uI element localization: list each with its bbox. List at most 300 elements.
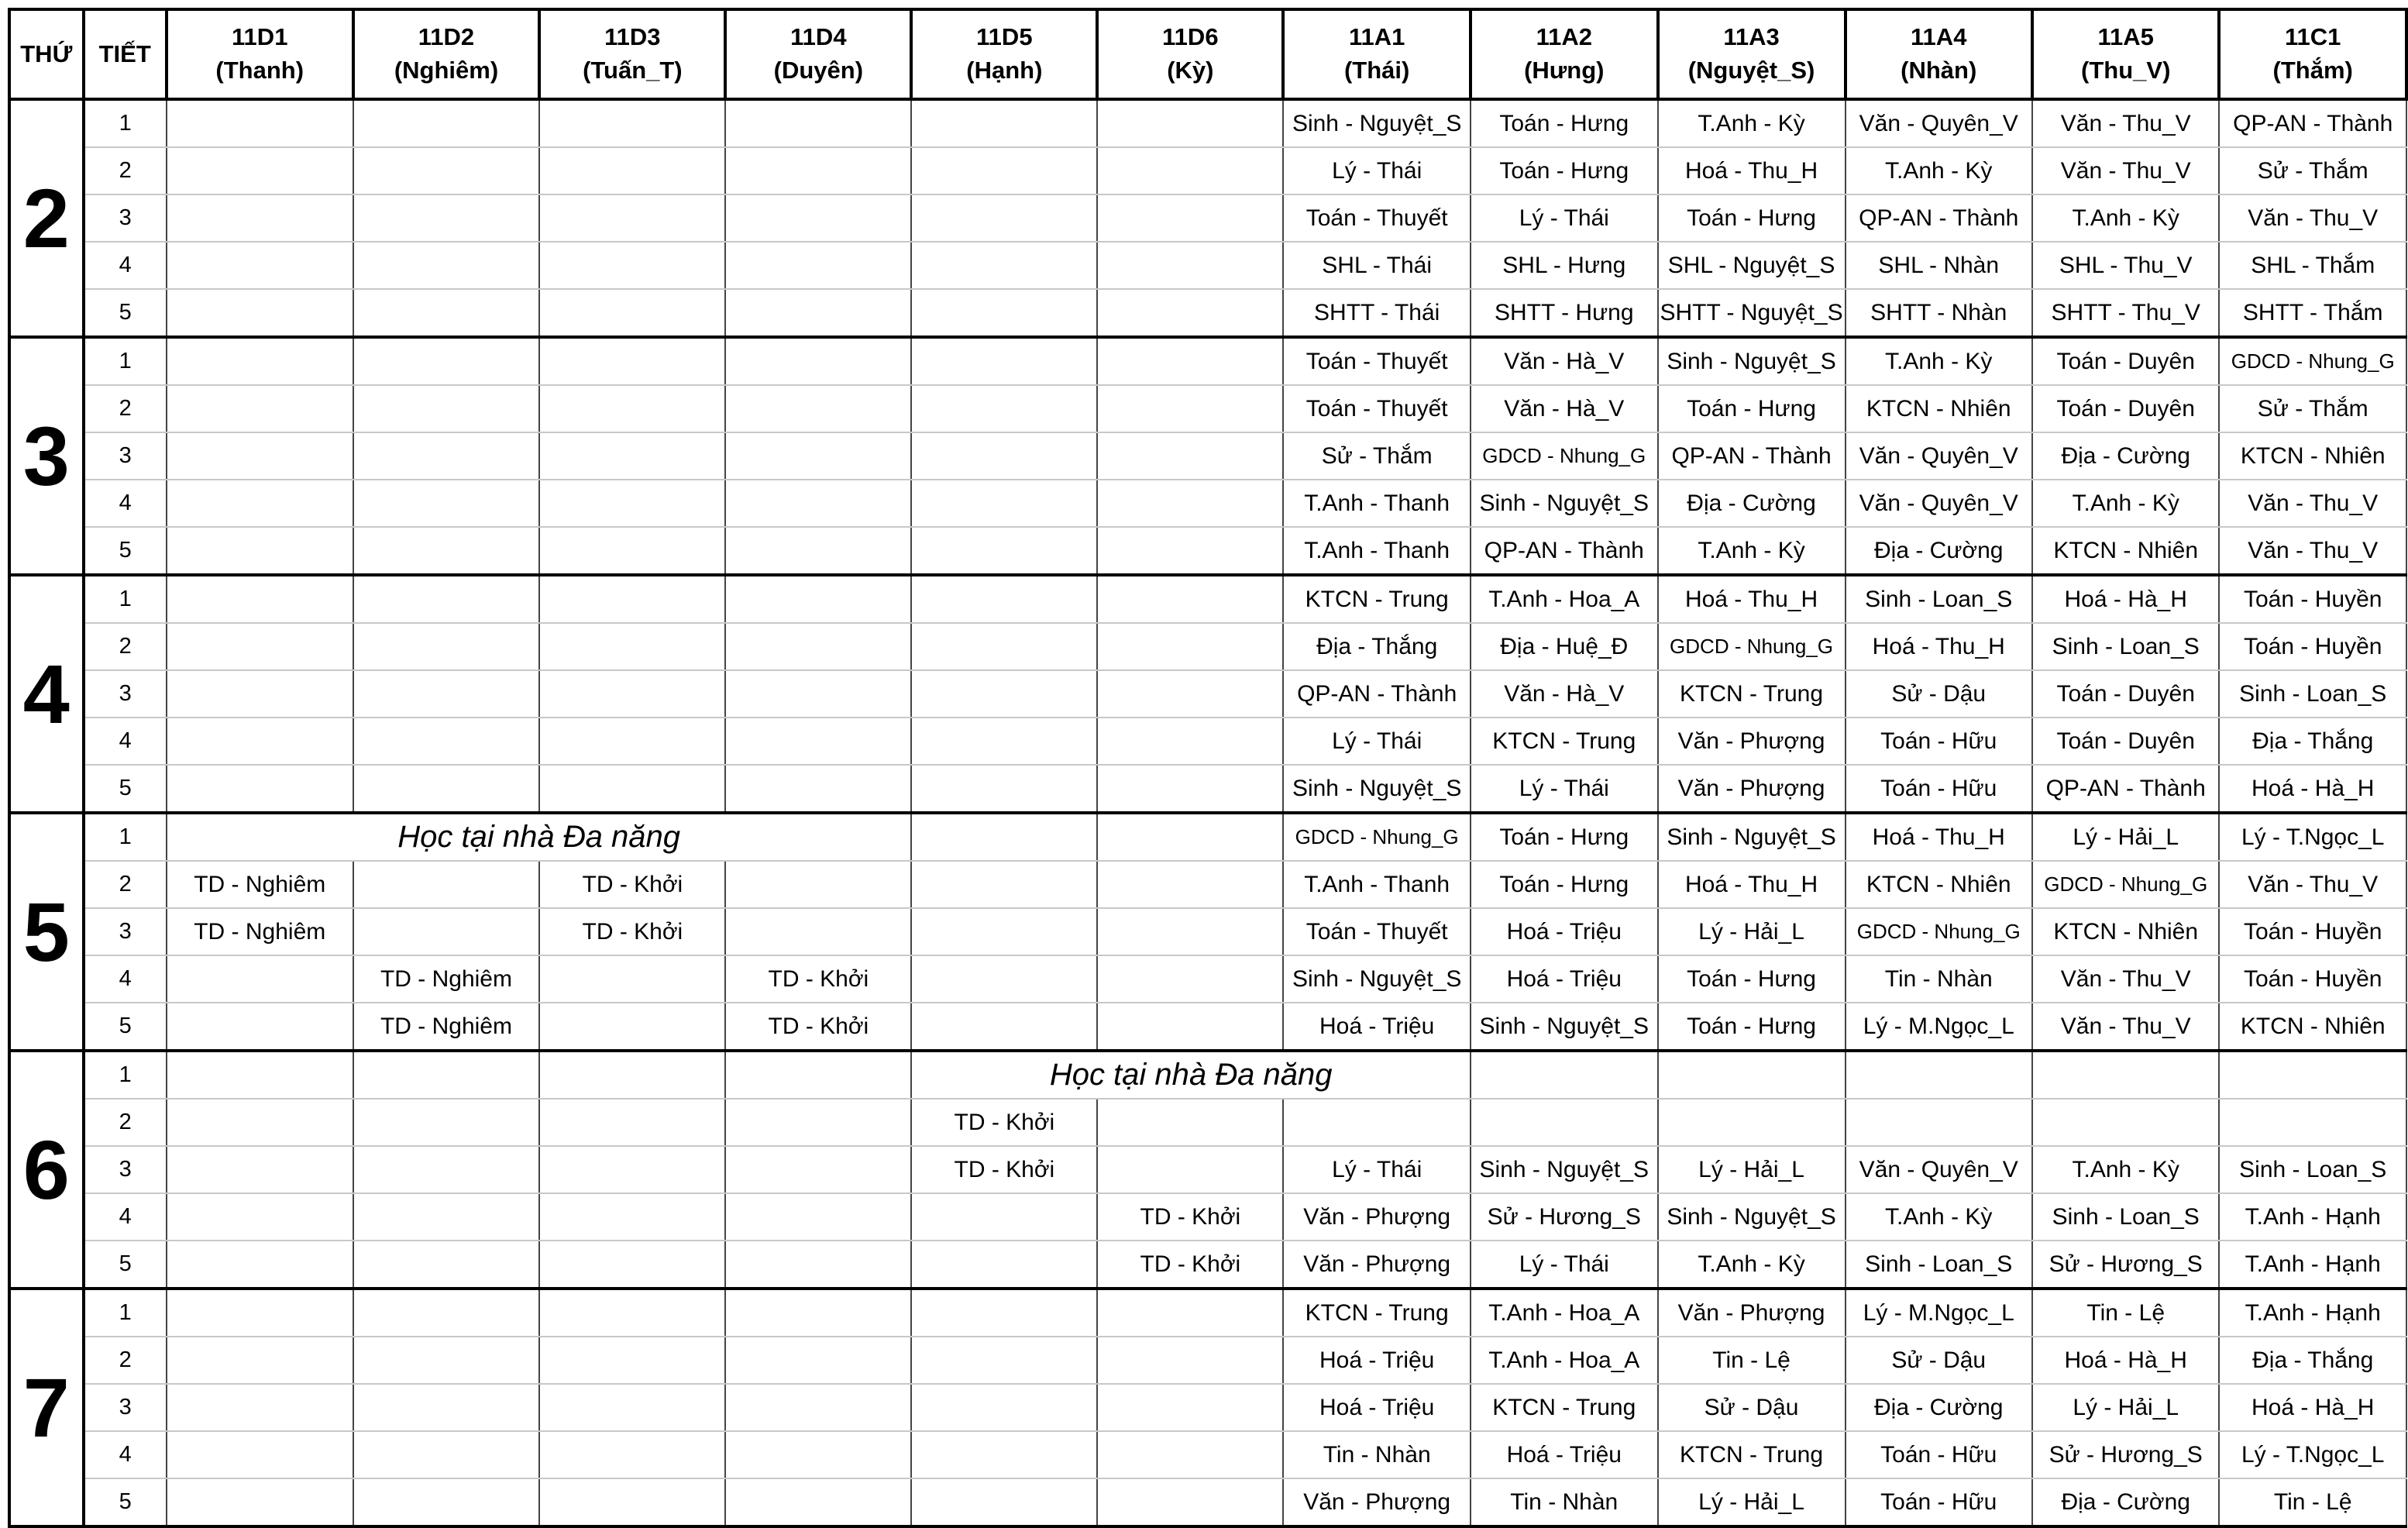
class-header-11c1 [2219, 9, 2406, 99]
lesson-cell [911, 861, 1097, 908]
lesson-cell [725, 861, 911, 908]
lesson-cell: Toán - Hữu [1846, 1431, 2032, 1478]
period-number: 2 [84, 861, 167, 908]
lesson-cell: SHTT - Thu_V [2032, 289, 2219, 337]
day-number: 3 [9, 337, 84, 575]
day-number: 2 [9, 99, 84, 337]
lesson-cell: KTCN - Nhiên [2219, 432, 2406, 480]
lesson-cell: Sinh - Nguyệt_S [1283, 99, 1471, 147]
lesson-cell [1846, 1051, 2032, 1099]
lesson-cell: Văn - Phượng [1658, 765, 1846, 813]
lesson-cell: GDCD - Nhung_G [1846, 908, 2032, 955]
lesson-cell: QP-AN - Thành [1471, 527, 1658, 575]
lesson-cell: Địa - Thắng [1283, 623, 1471, 670]
lesson-cell: Sử - Hương_S [2032, 1431, 2219, 1478]
lesson-cell [2219, 1099, 2406, 1146]
class-code: 11D5 [976, 23, 1033, 51]
lesson-cell: Sinh - Nguyệt_S [1283, 765, 1471, 813]
lesson-cell [725, 718, 911, 765]
lesson-cell: GDCD - Nhung_G [2219, 337, 2406, 385]
lesson-cell: T.Anh - Kỳ [1658, 1241, 1846, 1289]
lesson-cell: Hoá - Thu_H [1658, 575, 1846, 623]
lesson-cell: SHL - Hưng [1471, 242, 1658, 289]
lesson-cell [725, 99, 911, 147]
lesson-cell: Văn - Phượng [1283, 1193, 1471, 1241]
lesson-cell [353, 289, 540, 337]
lesson-cell [2032, 1051, 2219, 1099]
class-code: 11D1 [232, 23, 288, 51]
lesson-cell: T.Anh - Hạnh [2219, 1289, 2406, 1337]
lesson-cell: Toán - Duyên [2032, 670, 2219, 718]
lesson-cell: Hoá - Triệu [1283, 1384, 1471, 1431]
lesson-cell [911, 1337, 1097, 1384]
lesson-cell: Toán - Thuyết [1283, 194, 1471, 242]
lesson-cell: T.Anh - Thanh [1283, 480, 1471, 527]
lesson-cell: Tin - Lệ [1658, 1337, 1846, 1384]
lesson-cell: GDCD - Nhung_G [1283, 813, 1471, 861]
lesson-cell: Sinh - Nguyệt_S [1471, 1003, 1658, 1051]
lesson-cell: Lý - Hải_L [1658, 1478, 1846, 1526]
lesson-cell: T.Anh - Kỳ [1846, 147, 2032, 194]
lesson-cell: Văn - Thu_V [2219, 527, 2406, 575]
lesson-cell: Sinh - Loan_S [1846, 1241, 2032, 1289]
period-number: 4 [84, 1193, 167, 1241]
lesson-cell [539, 1431, 725, 1478]
lesson-cell [1097, 1384, 1283, 1431]
lesson-cell: Sinh - Nguyệt_S [1471, 1146, 1658, 1193]
lesson-cell: Tin - Lệ [2032, 1289, 2219, 1337]
lesson-cell: TD - Khởi [1097, 1193, 1283, 1241]
lesson-cell: QP-AN - Thành [2032, 765, 2219, 813]
lesson-cell: Địa - Cường [1846, 527, 2032, 575]
lesson-cell [167, 670, 353, 718]
lesson-cell [167, 99, 353, 147]
lesson-cell: QP-AN - Thành [1283, 670, 1471, 718]
lesson-cell [911, 1193, 1097, 1241]
period-number: 1 [84, 1051, 167, 1099]
lesson-cell: KTCN - Trung [1658, 670, 1846, 718]
lesson-cell [167, 1193, 353, 1241]
lesson-cell [725, 1289, 911, 1337]
lesson-cell [353, 1193, 540, 1241]
lesson-cell: Lý - M.Ngọc_L [1846, 1003, 2032, 1051]
lesson-cell: Hoá - Hà_H [2219, 765, 2406, 813]
lesson-cell [353, 147, 540, 194]
period-number: 2 [84, 1337, 167, 1384]
lesson-cell [911, 575, 1097, 623]
header-row [9, 9, 2406, 99]
class-code: 11D2 [418, 23, 475, 51]
period-number: 1 [84, 813, 167, 861]
lesson-cell [725, 432, 911, 480]
lesson-cell [167, 385, 353, 432]
lesson-cell: Địa - Thắng [2219, 718, 2406, 765]
lesson-cell [725, 289, 911, 337]
lesson-cell: Văn - Quyên_V [1846, 99, 2032, 147]
lesson-cell [167, 147, 353, 194]
lesson-cell [539, 194, 725, 242]
lesson-cell: Văn - Thu_V [2032, 1003, 2219, 1051]
lesson-cell: Toán - Huyền [2219, 908, 2406, 955]
timetable [8, 8, 2408, 1528]
lesson-cell: Sử - Hương_S [1471, 1193, 1658, 1241]
timetable-container [8, 8, 2408, 1528]
lesson-cell [353, 432, 540, 480]
day-number: 7 [9, 1289, 84, 1526]
lesson-cell: QP-AN - Thành [1658, 432, 1846, 480]
period-row [9, 718, 2406, 765]
lesson-cell: Văn - Hà_V [1471, 337, 1658, 385]
lesson-cell [353, 861, 540, 908]
lesson-cell [353, 337, 540, 385]
lesson-cell [725, 765, 911, 813]
lesson-cell [1097, 955, 1283, 1003]
lesson-cell [725, 670, 911, 718]
class-header-11d5 [911, 9, 1097, 99]
lesson-cell [539, 1478, 725, 1526]
lesson-cell: Toán - Hưng [1471, 813, 1658, 861]
lesson-cell: Sử - Thắm [2219, 385, 2406, 432]
lesson-cell: T.Anh - Kỳ [1658, 99, 1846, 147]
lesson-cell [539, 527, 725, 575]
lesson-cell [911, 432, 1097, 480]
period-number: 3 [84, 1384, 167, 1431]
lesson-cell: Sinh - Nguyệt_S [1658, 337, 1846, 385]
lesson-cell: Văn - Quyên_V [1846, 480, 2032, 527]
period-number: 3 [84, 670, 167, 718]
lesson-cell: Tin - Nhàn [1283, 1431, 1471, 1478]
lesson-cell [1097, 861, 1283, 908]
lesson-cell: SHL - Thái [1283, 242, 1471, 289]
period-number: 3 [84, 432, 167, 480]
period-row [9, 480, 2406, 527]
lesson-cell: Văn - Thu_V [2032, 99, 2219, 147]
lesson-cell: Lý - Thái [1283, 718, 1471, 765]
period-row [9, 1384, 2406, 1431]
lesson-cell: Địa - Cường [2032, 432, 2219, 480]
lesson-cell: Toán - Huyền [2219, 955, 2406, 1003]
lesson-cell: Sinh - Loan_S [2219, 670, 2406, 718]
lesson-cell [539, 670, 725, 718]
class-code: 11D3 [604, 23, 661, 51]
lesson-cell: Hoá - Hà_H [2032, 1337, 2219, 1384]
lesson-cell [725, 1478, 911, 1526]
period-row [9, 147, 2406, 194]
lesson-cell: Lý - T.Ngọc_L [2219, 813, 2406, 861]
lesson-cell: Sinh - Loan_S [2032, 623, 2219, 670]
lesson-cell: T.Anh - Hoa_A [1471, 1289, 1658, 1337]
period-row [9, 861, 2406, 908]
lesson-cell: Văn - Thu_V [2219, 194, 2406, 242]
lesson-cell: Lý - M.Ngọc_L [1846, 1289, 2032, 1337]
class-header-11a2 [1471, 9, 1658, 99]
lesson-cell [911, 1003, 1097, 1051]
lesson-cell: Địa - Cường [2032, 1478, 2219, 1526]
lesson-cell: Toán - Hữu [1846, 1478, 2032, 1526]
lesson-cell [1097, 194, 1283, 242]
lesson-cell: Địa - Huệ_Đ [1471, 623, 1658, 670]
lesson-cell [725, 908, 911, 955]
period-number: 1 [84, 337, 167, 385]
class-header-11a5 [2032, 9, 2219, 99]
lesson-cell [539, 147, 725, 194]
lesson-cell [167, 432, 353, 480]
lesson-cell [1097, 385, 1283, 432]
lesson-cell: TD - Khởi [725, 1003, 911, 1051]
lesson-cell [1097, 813, 1283, 861]
lesson-cell [1097, 337, 1283, 385]
timetable-body [9, 99, 2406, 1526]
period-row [9, 908, 2406, 955]
lesson-cell [167, 955, 353, 1003]
period-row [9, 289, 2406, 337]
lesson-cell: T.Anh - Kỳ [1658, 527, 1846, 575]
period-number: 2 [84, 623, 167, 670]
lesson-cell: Toán - Hưng [1471, 99, 1658, 147]
period-number: 5 [84, 1241, 167, 1289]
lesson-cell: Văn - Hà_V [1471, 670, 1658, 718]
lesson-cell: Sử - Thắm [1283, 432, 1471, 480]
lesson-cell [911, 1289, 1097, 1337]
lesson-cell: KTCN - Nhiên [2032, 908, 2219, 955]
lesson-cell [1097, 623, 1283, 670]
lesson-cell [539, 289, 725, 337]
period-row [9, 337, 2406, 385]
lesson-cell [353, 385, 540, 432]
lesson-cell: TD - Khởi [1097, 1241, 1283, 1289]
lesson-cell: Văn - Quyên_V [1846, 1146, 2032, 1193]
lesson-cell: T.Anh - Hoa_A [1471, 575, 1658, 623]
lesson-cell: T.Anh - Kỳ [1846, 337, 2032, 385]
day-column-header: THỨ [9, 9, 84, 99]
lesson-cell [167, 1337, 353, 1384]
period-number: 5 [84, 765, 167, 813]
lesson-cell [1283, 1099, 1471, 1146]
lesson-cell: SHL - Nhàn [1846, 242, 2032, 289]
period-row [9, 955, 2406, 1003]
lesson-cell: Sử - Hương_S [2032, 1241, 2219, 1289]
lesson-cell: SHTT - Nhàn [1846, 289, 2032, 337]
lesson-cell: T.Anh - Thanh [1283, 527, 1471, 575]
class-teacher: (Hạnh) [966, 57, 1043, 84]
lesson-cell: Tin - Lệ [2219, 1478, 2406, 1526]
lesson-cell [725, 147, 911, 194]
period-number: 5 [84, 1478, 167, 1526]
lesson-cell: GDCD - Nhung_G [2032, 861, 2219, 908]
class-header-11d3 [539, 9, 725, 99]
class-teacher: (Thái) [1343, 57, 1410, 84]
lesson-cell [725, 623, 911, 670]
lesson-cell [539, 1337, 725, 1384]
lesson-cell: Hoá - Thu_H [1658, 147, 1846, 194]
lesson-cell [1846, 1099, 2032, 1146]
lesson-cell [911, 1478, 1097, 1526]
lesson-cell: TD - Khởi [725, 955, 911, 1003]
lesson-cell: SHL - Thắm [2219, 242, 2406, 289]
class-teacher: (Thu_V) [2081, 57, 2171, 84]
lesson-cell [725, 1337, 911, 1384]
lesson-cell: Toán - Hưng [1471, 147, 1658, 194]
lesson-cell [1097, 765, 1283, 813]
lesson-cell: Toán - Hữu [1846, 765, 2032, 813]
lesson-cell [911, 765, 1097, 813]
lesson-cell: TD - Nghiêm [353, 1003, 540, 1051]
lesson-cell [1097, 1431, 1283, 1478]
class-teacher: (Duyên) [773, 57, 864, 84]
lesson-cell [2219, 1051, 2406, 1099]
lesson-cell [167, 527, 353, 575]
lesson-cell: Lý - T.Ngọc_L [2219, 1431, 2406, 1478]
lesson-cell: QP-AN - Thành [1846, 194, 2032, 242]
lesson-cell: Địa - Cường [1658, 480, 1846, 527]
day-number: 5 [9, 813, 84, 1051]
lesson-cell: Lý - Thái [1283, 147, 1471, 194]
lesson-cell [353, 1431, 540, 1478]
lesson-cell: Toán - Thuyết [1283, 908, 1471, 955]
lesson-cell [539, 1289, 725, 1337]
lesson-cell: Sinh - Loan_S [2032, 1193, 2219, 1241]
lesson-cell [167, 480, 353, 527]
lesson-cell: Văn - Thu_V [2219, 480, 2406, 527]
lesson-cell: Sinh - Nguyệt_S [1658, 813, 1846, 861]
period-number: 3 [84, 1146, 167, 1193]
period-row [9, 432, 2406, 480]
lesson-cell: Sinh - Nguyệt_S [1471, 480, 1658, 527]
period-number: 1 [84, 575, 167, 623]
lesson-cell [1097, 99, 1283, 147]
lesson-cell: Toán - Huyền [2219, 623, 2406, 670]
period-number: 1 [84, 1289, 167, 1337]
lesson-cell: Toán - Duyên [2032, 718, 2219, 765]
lesson-cell: Lý - Hải_L [1658, 1146, 1846, 1193]
lesson-cell: TD - Nghiêm [167, 861, 353, 908]
lesson-cell: Lý - Hải_L [1658, 908, 1846, 955]
period-number: 4 [84, 480, 167, 527]
lesson-cell: Hoá - Triệu [1471, 955, 1658, 1003]
period-row [9, 527, 2406, 575]
lesson-cell: Toán - Hưng [1471, 861, 1658, 908]
lesson-cell [911, 242, 1097, 289]
period-column-header: TIẾT [84, 9, 167, 99]
day-number: 6 [9, 1051, 84, 1289]
lesson-cell: Sinh - Nguyệt_S [1658, 1193, 1846, 1241]
period-number: 4 [84, 242, 167, 289]
lesson-cell: KTCN - Trung [1283, 1289, 1471, 1337]
lesson-cell [725, 337, 911, 385]
lesson-cell [725, 1051, 911, 1099]
lesson-cell [725, 1099, 911, 1146]
lesson-cell: GDCD - Nhung_G [1471, 432, 1658, 480]
lesson-cell [911, 718, 1097, 765]
lesson-cell [539, 765, 725, 813]
lesson-cell [167, 1478, 353, 1526]
lesson-cell [911, 955, 1097, 1003]
lesson-cell: Sử - Thắm [2219, 147, 2406, 194]
lesson-cell [539, 432, 725, 480]
lesson-cell: T.Anh - Kỳ [2032, 1146, 2219, 1193]
lesson-cell [1658, 1099, 1846, 1146]
lesson-cell: Toán - Hưng [1658, 385, 1846, 432]
lesson-cell: Sinh - Loan_S [2219, 1146, 2406, 1193]
lesson-cell: SHTT - Hưng [1471, 289, 1658, 337]
period-row [9, 1431, 2406, 1478]
lesson-cell [911, 1431, 1097, 1478]
lesson-cell [725, 527, 911, 575]
period-row [9, 813, 2406, 861]
class-teacher: (Nguyệt_S) [1687, 57, 1815, 84]
lesson-cell: Lý - Hải_L [2032, 1384, 2219, 1431]
period-row [9, 623, 2406, 670]
lesson-cell [353, 242, 540, 289]
lesson-cell [353, 623, 540, 670]
lesson-cell [353, 1384, 540, 1431]
class-teacher: (Thanh) [215, 57, 304, 84]
lesson-cell: Hoá - Triệu [1471, 908, 1658, 955]
lesson-cell [167, 623, 353, 670]
lesson-cell [911, 337, 1097, 385]
lesson-cell [1097, 147, 1283, 194]
lesson-cell [353, 1337, 540, 1384]
period-row [9, 242, 2406, 289]
lesson-cell [167, 289, 353, 337]
lesson-cell [1097, 718, 1283, 765]
lesson-cell [911, 194, 1097, 242]
class-teacher: (Tuấn_T) [583, 57, 683, 84]
lesson-cell: SHTT - Thái [1283, 289, 1471, 337]
lesson-cell: Toán - Hưng [1658, 955, 1846, 1003]
lesson-cell [725, 480, 911, 527]
lesson-cell [911, 147, 1097, 194]
lesson-cell: KTCN - Nhiên [2219, 1003, 2406, 1051]
lesson-cell: TD - Khởi [539, 861, 725, 908]
class-header-11a3 [1658, 9, 1846, 99]
lesson-cell: QP-AN - Thành [2219, 99, 2406, 147]
lesson-cell: TD - Khởi [911, 1146, 1097, 1193]
class-code: 11D6 [1162, 23, 1219, 51]
lesson-cell [353, 1289, 540, 1337]
period-number: 4 [84, 1431, 167, 1478]
period-row [9, 1241, 2406, 1289]
lesson-cell [1471, 1051, 1658, 1099]
lesson-cell [353, 575, 540, 623]
lesson-cell: Toán - Duyên [2032, 385, 2219, 432]
lesson-cell [1097, 908, 1283, 955]
lesson-cell: GDCD - Nhung_G [1658, 623, 1846, 670]
lesson-cell: T.Anh - Kỳ [1846, 1193, 2032, 1241]
lesson-cell [353, 908, 540, 955]
lesson-cell: Sử - Dậu [1658, 1384, 1846, 1431]
period-row [9, 765, 2406, 813]
lesson-cell [1097, 289, 1283, 337]
lesson-cell: Tin - Nhàn [1471, 1478, 1658, 1526]
class-code: 11A4 [1911, 23, 1967, 51]
period-number: 2 [84, 385, 167, 432]
lesson-cell: Lý - Thái [1471, 765, 1658, 813]
lesson-cell [1097, 670, 1283, 718]
class-header-11d6 [1097, 9, 1283, 99]
lesson-cell: Sinh - Nguyệt_S [1283, 955, 1471, 1003]
period-number: 4 [84, 955, 167, 1003]
lesson-cell: T.Anh - Kỳ [2032, 480, 2219, 527]
lesson-cell [539, 1241, 725, 1289]
lesson-cell [167, 765, 353, 813]
lesson-cell: Sinh - Loan_S [1846, 575, 2032, 623]
lesson-cell: SHTT - Nguyệt_S [1658, 289, 1846, 337]
lesson-cell: Địa - Thắng [2219, 1337, 2406, 1384]
lesson-cell [1097, 480, 1283, 527]
lesson-cell [167, 1241, 353, 1289]
lesson-cell [167, 1003, 353, 1051]
